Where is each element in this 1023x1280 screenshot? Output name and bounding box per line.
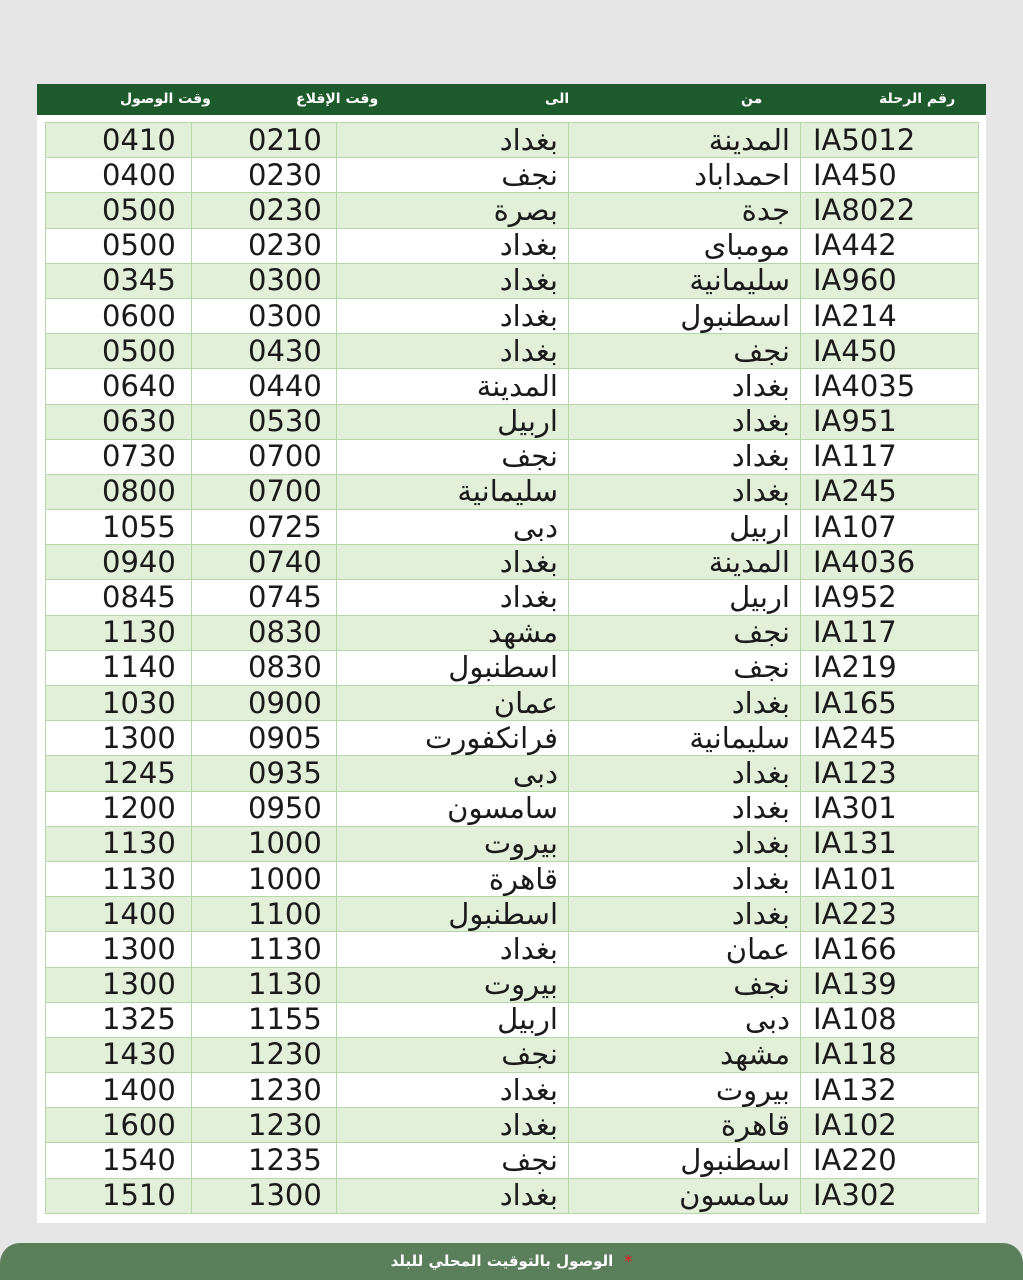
departure-time-cell: 1235 — [192, 1143, 337, 1178]
flight-number-cell: IA4036 — [801, 545, 979, 580]
flight-number-cell: IA165 — [801, 686, 979, 721]
destination-cell: نجف — [337, 439, 569, 474]
table-row — [46, 510, 979, 545]
departure-time-cell: 0230 — [192, 193, 337, 228]
departure-time-cell: 0300 — [192, 263, 337, 298]
departure-time-cell: 1230 — [192, 1108, 337, 1143]
table-row — [46, 334, 979, 369]
arrival-time-cell: 0800 — [46, 474, 192, 509]
table-row — [46, 474, 979, 509]
arrival-time-cell: 1130 — [46, 861, 192, 896]
destination-cell: بغداد — [337, 1178, 569, 1213]
departure-time-cell: 0725 — [192, 510, 337, 545]
origin-cell: بيروت — [569, 1073, 801, 1108]
arrival-time-cell: 1140 — [46, 650, 192, 685]
table-row — [46, 861, 979, 896]
arrival-time-cell: 0410 — [46, 123, 192, 158]
destination-cell: بغداد — [337, 1073, 569, 1108]
departure-time-cell: 0745 — [192, 580, 337, 615]
arrival-time-cell: 0630 — [46, 404, 192, 439]
destination-cell: بيروت — [337, 826, 569, 861]
arrival-time-cell: 0640 — [46, 369, 192, 404]
departure-time-cell: 0740 — [192, 545, 337, 580]
origin-cell: بغداد — [569, 686, 801, 721]
flight-number-cell: IA166 — [801, 932, 979, 967]
header-arrival-time: وقت الوصول — [120, 91, 211, 107]
departure-time-cell: 1300 — [192, 1178, 337, 1213]
arrival-time-cell: 1130 — [46, 615, 192, 650]
arrival-time-cell: 0500 — [46, 334, 192, 369]
table-row — [46, 158, 979, 193]
flight-number-cell: IA132 — [801, 1073, 979, 1108]
destination-cell: اربيل — [337, 1002, 569, 1037]
destination-cell: المدينة — [337, 369, 569, 404]
flight-number-cell: IA219 — [801, 650, 979, 685]
departure-time-cell: 1000 — [192, 826, 337, 861]
table-row — [46, 123, 979, 158]
table-row — [46, 439, 979, 474]
table-row — [46, 932, 979, 967]
flight-number-cell: IA101 — [801, 861, 979, 896]
arrival-time-cell: 1325 — [46, 1002, 192, 1037]
destination-cell: سليمانية — [337, 474, 569, 509]
arrival-time-cell: 1030 — [46, 686, 192, 721]
local-time-footnote — [0, 1243, 1023, 1280]
arrival-time-cell: 1600 — [46, 1108, 192, 1143]
origin-cell: اربيل — [569, 510, 801, 545]
table-row — [46, 228, 979, 263]
origin-cell: نجف — [569, 615, 801, 650]
destination-cell: اربيل — [337, 404, 569, 439]
flight-schedule-table — [45, 122, 979, 1214]
departure-time-cell: 0430 — [192, 334, 337, 369]
table-row — [46, 967, 979, 1002]
destination-cell: بغداد — [337, 932, 569, 967]
origin-cell: بغداد — [569, 897, 801, 932]
departure-time-cell: 0230 — [192, 158, 337, 193]
table-row — [46, 791, 979, 826]
origin-cell: مومباى — [569, 228, 801, 263]
origin-cell: المدينة — [569, 545, 801, 580]
destination-cell: مشهد — [337, 615, 569, 650]
origin-cell: بغداد — [569, 474, 801, 509]
table-row — [46, 580, 979, 615]
flight-number-cell: IA8022 — [801, 193, 979, 228]
departure-time-cell: 1100 — [192, 897, 337, 932]
flight-number-cell: IA139 — [801, 967, 979, 1002]
table-row — [46, 897, 979, 932]
origin-cell: بغداد — [569, 439, 801, 474]
departure-time-cell: 0230 — [192, 228, 337, 263]
destination-cell: قاهرة — [337, 861, 569, 896]
table-row — [46, 650, 979, 685]
origin-cell: عمان — [569, 932, 801, 967]
arrival-time-cell: 1400 — [46, 897, 192, 932]
destination-cell: دبى — [337, 756, 569, 791]
departure-time-cell: 1230 — [192, 1037, 337, 1072]
table-header — [37, 84, 986, 115]
arrival-time-cell: 0600 — [46, 298, 192, 333]
departure-time-cell: 0210 — [192, 123, 337, 158]
destination-cell: بغداد — [337, 263, 569, 298]
table-row — [46, 756, 979, 791]
destination-cell: نجف — [337, 1037, 569, 1072]
destination-cell: بغداد — [337, 334, 569, 369]
destination-cell: بغداد — [337, 123, 569, 158]
origin-cell: اسطنبول — [569, 298, 801, 333]
table-row — [46, 1108, 979, 1143]
destination-cell: نجف — [337, 1143, 569, 1178]
origin-cell: اربيل — [569, 580, 801, 615]
arrival-time-cell: 1300 — [46, 967, 192, 1002]
origin-cell: نجف — [569, 334, 801, 369]
origin-cell: دبى — [569, 1002, 801, 1037]
departure-time-cell: 0900 — [192, 686, 337, 721]
arrival-time-cell: 0730 — [46, 439, 192, 474]
arrival-time-cell: 1400 — [46, 1073, 192, 1108]
destination-cell: بيروت — [337, 967, 569, 1002]
table-row — [46, 1037, 979, 1072]
flight-number-cell: IA951 — [801, 404, 979, 439]
destination-cell: نجف — [337, 158, 569, 193]
departure-time-cell: 0830 — [192, 615, 337, 650]
flight-number-cell: IA102 — [801, 1108, 979, 1143]
origin-cell: سليمانية — [569, 263, 801, 298]
departure-time-cell: 0300 — [192, 298, 337, 333]
flight-number-cell: IA960 — [801, 263, 979, 298]
table-row — [46, 298, 979, 333]
destination-cell: فرانكفورت — [337, 721, 569, 756]
departure-time-cell: 0700 — [192, 439, 337, 474]
table-row — [46, 1073, 979, 1108]
departure-time-cell: 0440 — [192, 369, 337, 404]
header-flight-number: رقم الرحلة — [879, 91, 956, 107]
flight-number-cell: IA131 — [801, 826, 979, 861]
arrival-time-cell: 0345 — [46, 263, 192, 298]
flight-number-cell: IA302 — [801, 1178, 979, 1213]
origin-cell: بغداد — [569, 861, 801, 896]
header-to: الى — [545, 91, 570, 107]
origin-cell: بغداد — [569, 826, 801, 861]
departure-time-cell: 0905 — [192, 721, 337, 756]
origin-cell: سامسون — [569, 1178, 801, 1213]
origin-cell: جدة — [569, 193, 801, 228]
footnote-text: الوصول بالتوقيت المحلي للبلد — [390, 1252, 614, 1270]
arrival-time-cell: 0845 — [46, 580, 192, 615]
origin-cell: مشهد — [569, 1037, 801, 1072]
flight-number-cell: IA108 — [801, 1002, 979, 1037]
destination-cell: بصرة — [337, 193, 569, 228]
origin-cell: قاهرة — [569, 1108, 801, 1143]
departure-time-cell: 0830 — [192, 650, 337, 685]
arrival-time-cell: 1245 — [46, 756, 192, 791]
departure-time-cell: 1130 — [192, 967, 337, 1002]
flight-number-cell: IA118 — [801, 1037, 979, 1072]
arrival-time-cell: 1540 — [46, 1143, 192, 1178]
header-departure-time: وقت الإقلاع — [296, 91, 379, 107]
arrival-time-cell: 1200 — [46, 791, 192, 826]
header-from: من — [741, 91, 763, 107]
table-row — [46, 404, 979, 439]
flight-schedule-panel — [37, 115, 986, 1223]
flight-number-cell: IA245 — [801, 721, 979, 756]
departure-time-cell: 0950 — [192, 791, 337, 826]
departure-time-cell: 0530 — [192, 404, 337, 439]
departure-time-cell: 1230 — [192, 1073, 337, 1108]
table-row — [46, 826, 979, 861]
arrival-time-cell: 1300 — [46, 932, 192, 967]
destination-cell: اسطنبول — [337, 897, 569, 932]
flight-number-cell: IA952 — [801, 580, 979, 615]
origin-cell: سليمانية — [569, 721, 801, 756]
table-row — [46, 686, 979, 721]
table-row — [46, 721, 979, 756]
destination-cell: بغداد — [337, 298, 569, 333]
table-row — [46, 615, 979, 650]
origin-cell: نجف — [569, 967, 801, 1002]
flight-number-cell: IA117 — [801, 615, 979, 650]
table-row — [46, 1143, 979, 1178]
origin-cell: اسطنبول — [569, 1143, 801, 1178]
arrival-time-cell: 1300 — [46, 721, 192, 756]
arrival-time-cell: 1055 — [46, 510, 192, 545]
flight-number-cell: IA117 — [801, 439, 979, 474]
arrival-time-cell: 0500 — [46, 228, 192, 263]
arrival-time-cell: 1430 — [46, 1037, 192, 1072]
table-row — [46, 1002, 979, 1037]
flight-number-cell: IA301 — [801, 791, 979, 826]
departure-time-cell: 0700 — [192, 474, 337, 509]
destination-cell: بغداد — [337, 580, 569, 615]
departure-time-cell: 1000 — [192, 861, 337, 896]
flight-number-cell: IA123 — [801, 756, 979, 791]
flight-number-cell: IA450 — [801, 334, 979, 369]
destination-cell: دبى — [337, 510, 569, 545]
origin-cell: بغداد — [569, 791, 801, 826]
flight-number-cell: IA220 — [801, 1143, 979, 1178]
destination-cell: سامسون — [337, 791, 569, 826]
arrival-time-cell: 0940 — [46, 545, 192, 580]
flight-number-cell: IA5012 — [801, 123, 979, 158]
destination-cell: بغداد — [337, 545, 569, 580]
arrival-time-cell: 1510 — [46, 1178, 192, 1213]
flight-number-cell: IA442 — [801, 228, 979, 263]
table-row — [46, 1178, 979, 1213]
footnote-marker: * — [624, 1252, 633, 1270]
flight-number-cell: IA4035 — [801, 369, 979, 404]
origin-cell: احمداباد — [569, 158, 801, 193]
destination-cell: اسطنبول — [337, 650, 569, 685]
origin-cell: المدينة — [569, 123, 801, 158]
flight-number-cell: IA245 — [801, 474, 979, 509]
departure-time-cell: 0935 — [192, 756, 337, 791]
arrival-time-cell: 0400 — [46, 158, 192, 193]
arrival-time-cell: 1130 — [46, 826, 192, 861]
origin-cell: بغداد — [569, 404, 801, 439]
departure-time-cell: 1130 — [192, 932, 337, 967]
departure-time-cell: 1155 — [192, 1002, 337, 1037]
destination-cell: بغداد — [337, 1108, 569, 1143]
destination-cell: بغداد — [337, 228, 569, 263]
flight-number-cell: IA107 — [801, 510, 979, 545]
origin-cell: بغداد — [569, 369, 801, 404]
table-row — [46, 193, 979, 228]
origin-cell: بغداد — [569, 756, 801, 791]
table-row — [46, 263, 979, 298]
flight-number-cell: IA450 — [801, 158, 979, 193]
arrival-time-cell: 0500 — [46, 193, 192, 228]
destination-cell: عمان — [337, 686, 569, 721]
flight-number-cell: IA214 — [801, 298, 979, 333]
origin-cell: نجف — [569, 650, 801, 685]
table-row — [46, 369, 979, 404]
table-row — [46, 545, 979, 580]
flight-number-cell: IA223 — [801, 897, 979, 932]
